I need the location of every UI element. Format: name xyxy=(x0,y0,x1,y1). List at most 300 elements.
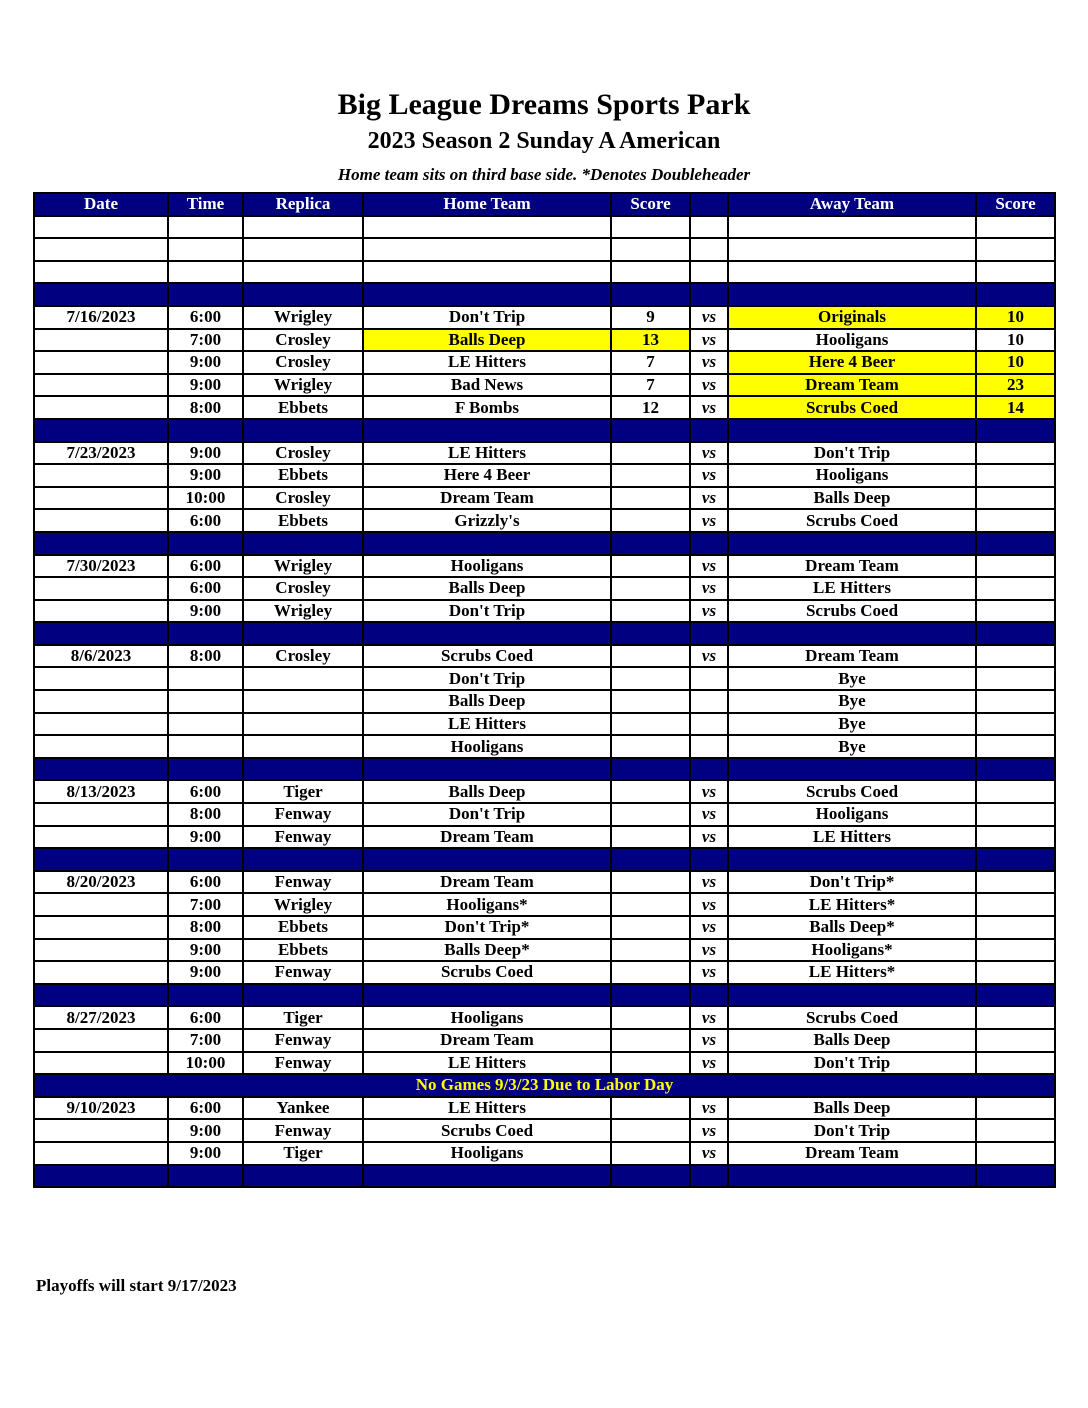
replica-cell: Crosley xyxy=(243,329,363,352)
time-cell: 7:00 xyxy=(168,893,243,916)
empty-cell xyxy=(728,216,976,239)
empty-cell xyxy=(243,532,363,555)
away-team-cell: Dream Team xyxy=(728,645,976,668)
away-score-cell xyxy=(976,555,1055,578)
home-score-cell xyxy=(611,1119,690,1142)
empty-cell xyxy=(168,261,243,284)
away-score-cell xyxy=(976,735,1055,758)
empty-cell xyxy=(243,984,363,1007)
empty-cell xyxy=(243,622,363,645)
week-separator-row xyxy=(34,283,1055,306)
home-score-cell xyxy=(611,826,690,849)
page-subtitle: 2023 Season 2 Sunday A American xyxy=(367,128,721,154)
away-score-cell: 10 xyxy=(976,306,1055,329)
empty-cell xyxy=(363,532,611,555)
vs-cell: vs xyxy=(690,939,728,962)
away-team-cell: Scrubs Coed xyxy=(728,509,976,532)
home-team-cell: Balls Deep xyxy=(363,329,611,352)
game-row xyxy=(34,600,1055,623)
home-team-cell: Scrubs Coed xyxy=(363,961,611,984)
away-score-cell xyxy=(976,487,1055,510)
replica-cell: Wrigley xyxy=(243,600,363,623)
empty-cell xyxy=(168,283,243,306)
vs-cell: vs xyxy=(690,871,728,894)
replica-cell: Tiger xyxy=(243,1142,363,1165)
date-cell: 7/30/2023 xyxy=(34,555,168,578)
replica-cell: Wrigley xyxy=(243,555,363,578)
home-score-cell xyxy=(611,1029,690,1052)
replica-cell: Fenway xyxy=(243,803,363,826)
home-score-cell xyxy=(611,690,690,713)
replica-cell: Ebbets xyxy=(243,916,363,939)
home-score-cell: 9 xyxy=(611,306,690,329)
away-team-cell: Scrubs Coed xyxy=(728,780,976,803)
empty-cell xyxy=(611,238,690,261)
empty-cell xyxy=(690,1165,728,1188)
empty-cell xyxy=(611,216,690,239)
away-score-cell xyxy=(976,442,1055,465)
away-team-cell: LE Hitters* xyxy=(728,961,976,984)
away-team-cell: Don't Trip xyxy=(728,1119,976,1142)
empty-cell xyxy=(34,216,168,239)
home-score-cell xyxy=(611,600,690,623)
time-cell: 6:00 xyxy=(168,1097,243,1120)
column-header-home-team: Home Team xyxy=(363,193,611,216)
empty-cell xyxy=(611,532,690,555)
game-row xyxy=(34,1052,1055,1075)
empty-cell xyxy=(243,238,363,261)
empty-cell xyxy=(34,758,168,781)
home-team-cell: Here 4 Beer xyxy=(363,464,611,487)
home-team-cell: Scrubs Coed xyxy=(363,1119,611,1142)
home-team-cell: LE Hitters xyxy=(363,442,611,465)
away-team-cell: Bye xyxy=(728,713,976,736)
empty-cell xyxy=(363,216,611,239)
away-team-cell: Bye xyxy=(728,735,976,758)
vs-cell: vs xyxy=(690,1006,728,1029)
game-row xyxy=(34,893,1055,916)
time-cell: 8:00 xyxy=(168,645,243,668)
game-row xyxy=(34,329,1055,352)
column-header-away-team: Away Team xyxy=(728,193,976,216)
home-score-cell xyxy=(611,803,690,826)
vs-cell: vs xyxy=(690,826,728,849)
date-cell xyxy=(34,1119,168,1142)
away-score-cell xyxy=(976,1142,1055,1165)
away-team-cell: Here 4 Beer xyxy=(728,351,976,374)
date-cell xyxy=(34,713,168,736)
away-score-cell xyxy=(976,667,1055,690)
away-team-cell: Scrubs Coed xyxy=(728,1006,976,1029)
week-separator-row xyxy=(34,984,1055,1007)
empty-cell xyxy=(34,261,168,284)
home-team-cell: Dream Team xyxy=(363,871,611,894)
replica-cell: Fenway xyxy=(243,1119,363,1142)
empty-cell xyxy=(168,216,243,239)
empty-cell xyxy=(168,419,243,442)
empty-cell xyxy=(728,261,976,284)
vs-cell: vs xyxy=(690,1052,728,1075)
column-header-away-score: Score xyxy=(976,193,1055,216)
home-team-cell: Hooligans xyxy=(363,555,611,578)
empty-cell xyxy=(168,238,243,261)
page-title: Big League Dreams Sports Park xyxy=(337,88,751,121)
empty-cell xyxy=(611,419,690,442)
game-row xyxy=(34,961,1055,984)
vs-cell: vs xyxy=(690,1142,728,1165)
empty-cell xyxy=(611,984,690,1007)
away-team-cell: LE Hitters xyxy=(728,577,976,600)
game-row xyxy=(34,487,1055,510)
home-score-cell xyxy=(611,780,690,803)
home-score-cell xyxy=(611,871,690,894)
game-row xyxy=(34,396,1055,419)
time-cell: 9:00 xyxy=(168,1119,243,1142)
away-score-cell xyxy=(976,893,1055,916)
date-cell: 8/20/2023 xyxy=(34,871,168,894)
empty-cell xyxy=(976,216,1055,239)
replica-cell: Crosley xyxy=(243,351,363,374)
home-score-cell xyxy=(611,577,690,600)
away-team-cell: Dream Team xyxy=(728,555,976,578)
date-cell xyxy=(34,351,168,374)
labor-day-notice: No Games 9/3/23 Due to Labor Day xyxy=(34,1074,1055,1097)
empty-cell xyxy=(976,238,1055,261)
game-row xyxy=(34,1142,1055,1165)
empty-cell xyxy=(34,532,168,555)
away-score-cell xyxy=(976,1006,1055,1029)
date-cell xyxy=(34,464,168,487)
time-cell: 6:00 xyxy=(168,306,243,329)
away-score-cell: 23 xyxy=(976,374,1055,397)
vs-cell: vs xyxy=(690,329,728,352)
replica-cell: Fenway xyxy=(243,1029,363,1052)
away-score-cell xyxy=(976,826,1055,849)
home-team-cell: Balls Deep xyxy=(363,577,611,600)
date-cell xyxy=(34,826,168,849)
away-team-cell: Dream Team xyxy=(728,1142,976,1165)
home-team-cell: Don't Trip xyxy=(363,306,611,329)
empty-cell xyxy=(363,261,611,284)
column-header-date: Date xyxy=(34,193,168,216)
time-cell: 9:00 xyxy=(168,826,243,849)
vs-cell xyxy=(690,667,728,690)
away-team-cell: Hooligans xyxy=(728,329,976,352)
home-score-cell xyxy=(611,1006,690,1029)
home-team-cell: Bad News xyxy=(363,374,611,397)
empty-cell xyxy=(363,238,611,261)
empty-cell xyxy=(690,238,728,261)
away-team-cell: Balls Deep xyxy=(728,487,976,510)
home-team-cell: Grizzly's xyxy=(363,509,611,532)
vs-cell: vs xyxy=(690,396,728,419)
game-row xyxy=(34,780,1055,803)
date-cell: 9/10/2023 xyxy=(34,1097,168,1120)
home-team-cell: Scrubs Coed xyxy=(363,645,611,668)
game-row xyxy=(34,374,1055,397)
game-row xyxy=(34,939,1055,962)
away-score-cell xyxy=(976,961,1055,984)
replica-cell xyxy=(243,690,363,713)
time-cell: 9:00 xyxy=(168,442,243,465)
time-cell: 7:00 xyxy=(168,1029,243,1052)
away-team-cell: Balls Deep* xyxy=(728,916,976,939)
replica-cell: Tiger xyxy=(243,780,363,803)
away-score-cell xyxy=(976,1029,1055,1052)
away-team-cell: Scrubs Coed xyxy=(728,600,976,623)
replica-cell: Fenway xyxy=(243,1052,363,1075)
empty-cell xyxy=(976,848,1055,871)
week-separator-row xyxy=(34,848,1055,871)
home-score-cell xyxy=(611,961,690,984)
empty-row xyxy=(34,216,1055,239)
time-cell: 10:00 xyxy=(168,1052,243,1075)
date-cell xyxy=(34,600,168,623)
home-team-cell: LE Hitters xyxy=(363,1052,611,1075)
empty-cell xyxy=(34,622,168,645)
empty-cell xyxy=(976,532,1055,555)
replica-cell: Yankee xyxy=(243,1097,363,1120)
game-row xyxy=(34,871,1055,894)
home-score-cell xyxy=(611,555,690,578)
empty-cell xyxy=(690,622,728,645)
home-score-cell xyxy=(611,916,690,939)
date-cell: 8/6/2023 xyxy=(34,645,168,668)
away-team-cell: Don't Trip xyxy=(728,1052,976,1075)
vs-cell: vs xyxy=(690,374,728,397)
home-team-cell: Dream Team xyxy=(363,487,611,510)
empty-cell xyxy=(34,848,168,871)
replica-cell: Fenway xyxy=(243,871,363,894)
away-score-cell xyxy=(976,645,1055,668)
vs-cell: vs xyxy=(690,1029,728,1052)
vs-cell: vs xyxy=(690,916,728,939)
game-row xyxy=(34,645,1055,668)
week-separator-row xyxy=(34,758,1055,781)
empty-cell xyxy=(34,1165,168,1188)
away-team-cell: Bye xyxy=(728,667,976,690)
time-cell: 8:00 xyxy=(168,803,243,826)
home-team-cell: LE Hitters xyxy=(363,713,611,736)
home-score-cell xyxy=(611,645,690,668)
empty-cell xyxy=(363,622,611,645)
empty-cell xyxy=(168,848,243,871)
empty-cell xyxy=(363,848,611,871)
away-team-cell: Don't Trip xyxy=(728,442,976,465)
date-cell xyxy=(34,1052,168,1075)
replica-cell: Wrigley xyxy=(243,893,363,916)
home-team-cell: Hooligans xyxy=(363,735,611,758)
game-row xyxy=(34,1006,1055,1029)
column-header-home-score: Score xyxy=(611,193,690,216)
home-team-cell: Don't Trip xyxy=(363,600,611,623)
time-cell xyxy=(168,690,243,713)
empty-cell xyxy=(168,984,243,1007)
time-cell: 8:00 xyxy=(168,396,243,419)
empty-cell xyxy=(363,984,611,1007)
vs-cell: vs xyxy=(690,780,728,803)
home-team-cell: Dream Team xyxy=(363,826,611,849)
empty-row xyxy=(34,261,1055,284)
away-score-cell xyxy=(976,464,1055,487)
column-header-replica: Replica xyxy=(243,193,363,216)
game-row xyxy=(34,735,1055,758)
date-cell xyxy=(34,1029,168,1052)
week-separator-row xyxy=(34,419,1055,442)
vs-cell xyxy=(690,713,728,736)
empty-cell xyxy=(243,216,363,239)
time-cell: 6:00 xyxy=(168,577,243,600)
game-row xyxy=(34,713,1055,736)
game-row xyxy=(34,442,1055,465)
home-team-cell: LE Hitters xyxy=(363,1097,611,1120)
date-cell xyxy=(34,509,168,532)
empty-cell xyxy=(728,1165,976,1188)
home-score-cell xyxy=(611,667,690,690)
date-cell: 7/23/2023 xyxy=(34,442,168,465)
away-score-cell: 10 xyxy=(976,329,1055,352)
home-team-cell: Balls Deep* xyxy=(363,939,611,962)
vs-cell xyxy=(690,690,728,713)
home-score-cell xyxy=(611,735,690,758)
empty-cell xyxy=(976,984,1055,1007)
week-separator-row xyxy=(34,1165,1055,1188)
time-cell xyxy=(168,735,243,758)
replica-cell: Crosley xyxy=(243,645,363,668)
vs-cell: vs xyxy=(690,1097,728,1120)
date-cell xyxy=(34,396,168,419)
time-cell: 6:00 xyxy=(168,509,243,532)
empty-cell xyxy=(34,238,168,261)
game-row xyxy=(34,1097,1055,1120)
away-team-cell: Don't Trip* xyxy=(728,871,976,894)
time-cell: 9:00 xyxy=(168,961,243,984)
empty-cell xyxy=(976,1165,1055,1188)
home-team-cell: Balls Deep xyxy=(363,690,611,713)
away-team-cell: LE Hitters xyxy=(728,826,976,849)
date-cell xyxy=(34,329,168,352)
empty-cell xyxy=(243,419,363,442)
empty-cell xyxy=(168,532,243,555)
away-score-cell xyxy=(976,1052,1055,1075)
empty-cell xyxy=(690,984,728,1007)
date-cell xyxy=(34,1142,168,1165)
empty-cell xyxy=(168,1165,243,1188)
home-team-cell: Dream Team xyxy=(363,1029,611,1052)
time-cell: 9:00 xyxy=(168,464,243,487)
replica-cell xyxy=(243,713,363,736)
empty-cell xyxy=(728,984,976,1007)
away-score-cell xyxy=(976,577,1055,600)
empty-cell xyxy=(363,283,611,306)
vs-cell: vs xyxy=(690,464,728,487)
game-row xyxy=(34,1119,1055,1142)
game-row xyxy=(34,667,1055,690)
date-cell xyxy=(34,690,168,713)
game-row xyxy=(34,509,1055,532)
game-row xyxy=(34,803,1055,826)
time-cell: 9:00 xyxy=(168,351,243,374)
vs-cell: vs xyxy=(690,600,728,623)
home-team-cell: Don't Trip xyxy=(363,667,611,690)
vs-cell: vs xyxy=(690,509,728,532)
home-score-cell xyxy=(611,713,690,736)
replica-cell xyxy=(243,667,363,690)
vs-cell: vs xyxy=(690,1119,728,1142)
empty-cell xyxy=(976,758,1055,781)
empty-cell xyxy=(243,758,363,781)
vs-cell: vs xyxy=(690,351,728,374)
time-cell xyxy=(168,713,243,736)
week-separator-row xyxy=(34,532,1055,555)
away-team-cell: LE Hitters* xyxy=(728,893,976,916)
home-score-cell xyxy=(611,509,690,532)
away-team-cell: Originals xyxy=(728,306,976,329)
away-score-cell xyxy=(976,600,1055,623)
empty-cell xyxy=(728,283,976,306)
home-team-cell: Hooligans* xyxy=(363,893,611,916)
home-score-cell xyxy=(611,893,690,916)
empty-cell xyxy=(728,622,976,645)
time-cell: 6:00 xyxy=(168,871,243,894)
empty-cell xyxy=(611,261,690,284)
date-cell: 8/13/2023 xyxy=(34,780,168,803)
home-team-cell: Balls Deep xyxy=(363,780,611,803)
empty-row xyxy=(34,238,1055,261)
empty-cell xyxy=(690,419,728,442)
empty-cell xyxy=(34,419,168,442)
date-cell xyxy=(34,735,168,758)
date-cell xyxy=(34,961,168,984)
empty-cell xyxy=(976,261,1055,284)
column-header-time: Time xyxy=(168,193,243,216)
home-score-cell: 7 xyxy=(611,351,690,374)
empty-cell xyxy=(611,1165,690,1188)
empty-cell xyxy=(976,622,1055,645)
game-row xyxy=(34,577,1055,600)
replica-cell: Tiger xyxy=(243,1006,363,1029)
away-score-cell xyxy=(976,780,1055,803)
replica-cell xyxy=(243,735,363,758)
replica-cell: Crosley xyxy=(243,577,363,600)
replica-cell: Crosley xyxy=(243,487,363,510)
away-team-cell: Balls Deep xyxy=(728,1097,976,1120)
home-score-cell xyxy=(611,464,690,487)
date-cell xyxy=(34,374,168,397)
empty-cell xyxy=(363,1165,611,1188)
home-score-cell xyxy=(611,487,690,510)
empty-cell xyxy=(728,419,976,442)
date-cell xyxy=(34,667,168,690)
away-team-cell: Scrubs Coed xyxy=(728,396,976,419)
vs-cell xyxy=(690,735,728,758)
away-score-cell xyxy=(976,803,1055,826)
playoffs-note: Playoffs will start 9/17/2023 xyxy=(36,1276,237,1295)
replica-cell: Wrigley xyxy=(243,306,363,329)
empty-cell xyxy=(611,758,690,781)
time-cell: 9:00 xyxy=(168,939,243,962)
away-score-cell xyxy=(976,939,1055,962)
game-row xyxy=(34,351,1055,374)
replica-cell: Ebbets xyxy=(243,464,363,487)
empty-cell xyxy=(363,758,611,781)
schedule-table xyxy=(33,192,1056,1188)
game-row xyxy=(34,826,1055,849)
empty-cell xyxy=(690,532,728,555)
home-score-cell: 7 xyxy=(611,374,690,397)
date-cell xyxy=(34,487,168,510)
empty-cell xyxy=(728,532,976,555)
